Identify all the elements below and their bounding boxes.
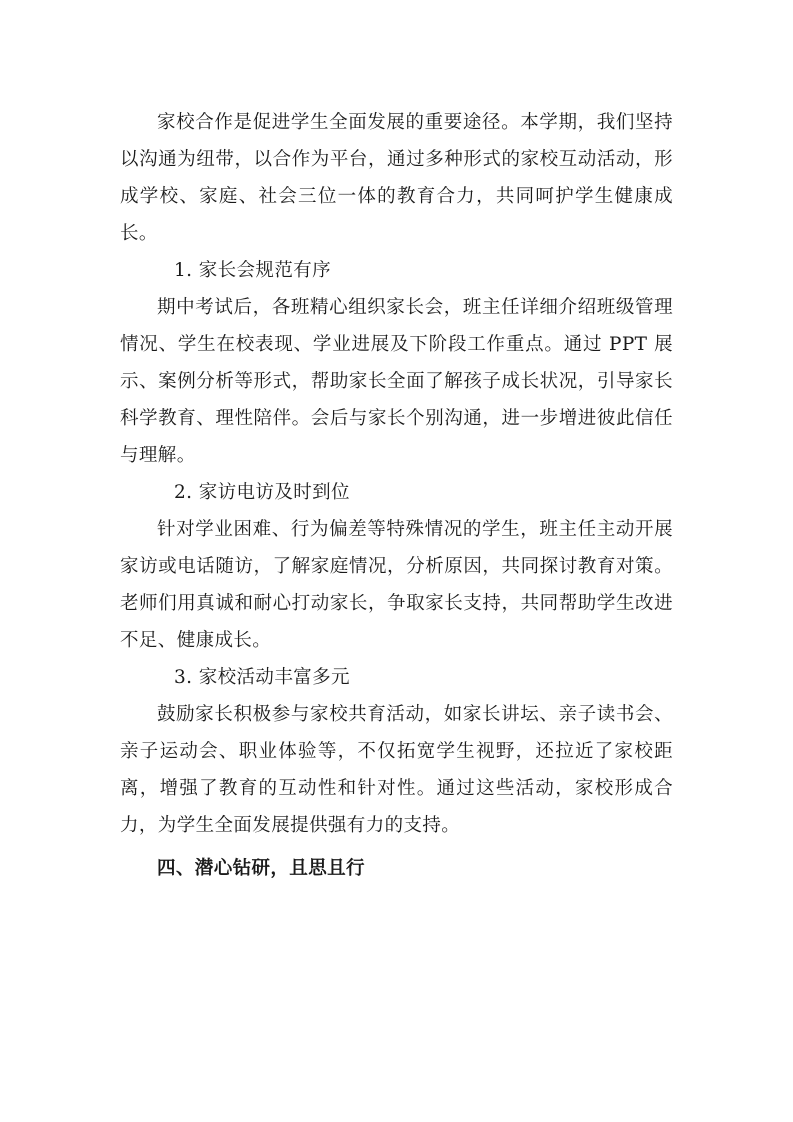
paragraph-home-visit: 针对学业困难、行为偏差等特殊情况的学生，班主任主动开展家访或电话随访，了解家庭情况，分析原因，共同探讨教育对策。老师们用真诚和耐心打动家长，争取家长支持，共同帮助学生改进不足、健康成长。 — [120, 519, 673, 651]
intro-paragraph: 家校合作是促进学生全面发展的重要途径。本学期，我们坚持以沟通为纽带，以合作为平台，通过多种形式的家校互动活动，形成学校、家庭、社会三位一体的教育合力，共同呵护学生健康成长。 — [120, 112, 673, 244]
document-body — [120, 104, 673, 887]
subheading-parent-meeting: 1. 家长会规范有序 — [174, 260, 332, 281]
section-heading: 四、潜心钻研，且思且行 — [157, 858, 365, 879]
paragraph-school-activities: 鼓励家长积极参与家校共育活动，如家长讲坛、亲子读书会、亲子运动会、职业体验等，不仅拓宽学生视野，还拉近了家校距离，增强了教育的互动性和针对性。通过这些活动，家校形成合力，为学生全面发展提供强有力的支持。 — [120, 704, 673, 836]
subheading-school-activities: 3. 家校活动丰富多元 — [174, 667, 350, 688]
paragraph-parent-meeting: 期中考试后，各班精心组织家长会，班主任详细介绍班级管理情况、学生在校表现、学业进展及下阶段工作重点。通过 PPT 展示、案例分析等形式，帮助家长全面了解孩子成长状况，引导家长科学教育、理性陪伴。会后与家长个别沟通，进一步增进彼此信任与理解。 — [120, 297, 673, 466]
subheading-home-visit: 2. 家访电访及时到位 — [174, 482, 350, 503]
